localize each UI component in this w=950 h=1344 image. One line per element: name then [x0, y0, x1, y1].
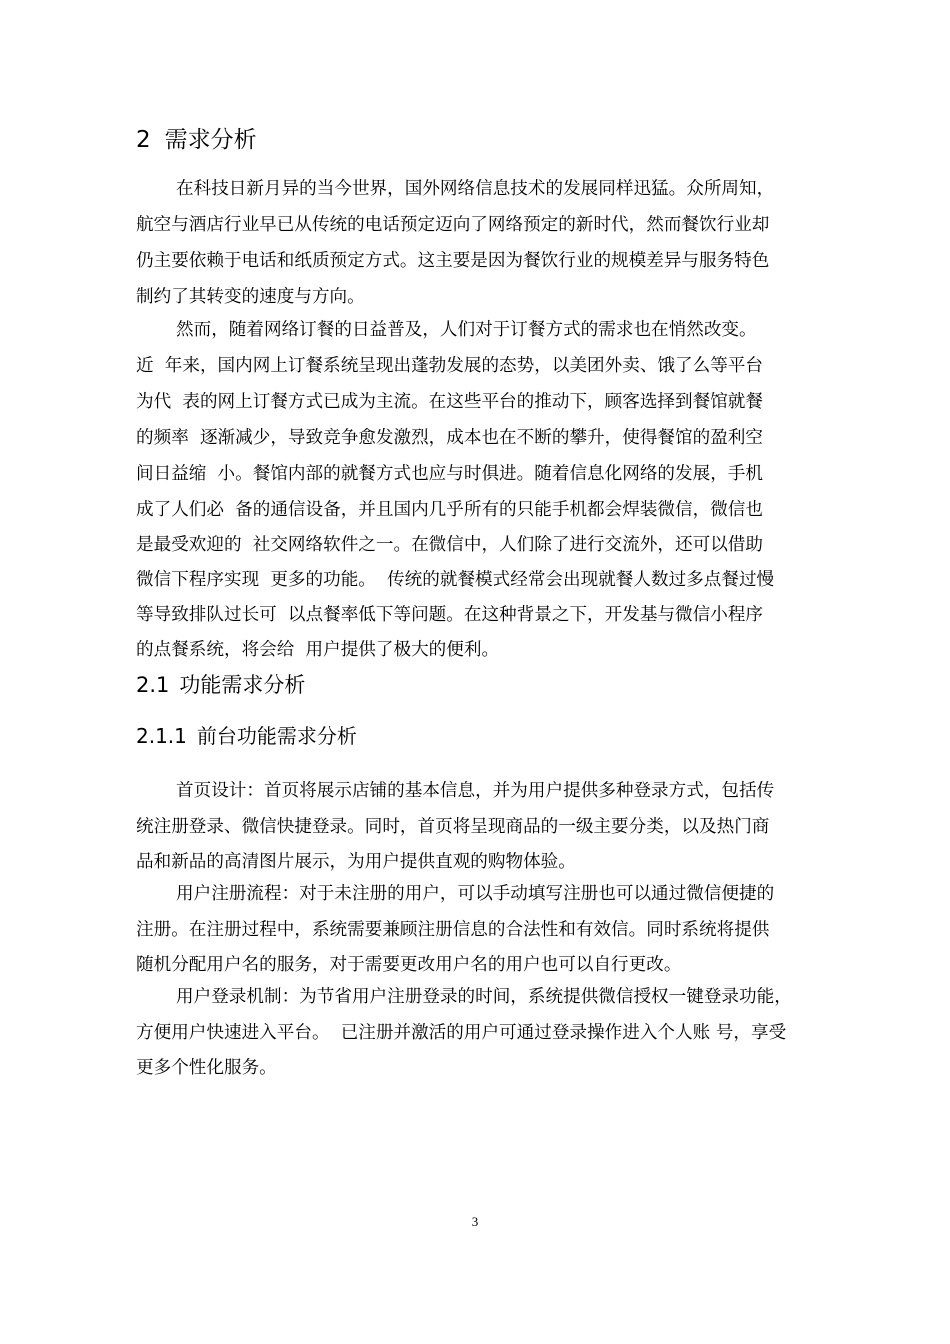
text-line: 用户注册流程：对于未注册的用户，可以手动填写注册也可以通过微信便捷的	[176, 884, 775, 904]
text-line: 品和新品的高清图片展示，为用户提供直观的购物体验。	[136, 852, 576, 872]
text-line: 成了人们必 备的通信设备，并且国内几乎所有的只能手机都会焊装微信，微信也	[136, 500, 763, 520]
text-line: 是最受欢迎的 社交网络软件之一。在微信中，人们除了进行交流外，还可以借助	[136, 535, 763, 555]
text-line: 仍主要依赖于电话和纸质预定方式。这主要是因为餐饮行业的规模差异与服务特色	[136, 251, 770, 271]
text-line: 在科技日新月异的当今世界，国外网络信息技术的发展同样迅猛。众所周知，	[176, 179, 775, 199]
text-line: 统注册登录、微信快捷登录。同时，首页将呈现商品的一级主要分类，以及热门商	[136, 817, 770, 837]
chapter-number: 2	[136, 127, 151, 153]
text-line: 然而，随着网络订餐的日益普及，人们对于订餐方式的需求也在悄然改变。	[176, 320, 757, 340]
text-line: 等导致排队过长可 以点餐率低下等问题。在这种背景之下，开发基与微信小程序	[136, 605, 763, 625]
text-line: 注册。在注册过程中，系统需要兼顾注册信息的合法性和有效信。同时系统将提供	[136, 920, 770, 940]
text-line: 航空与酒店行业早已从传统的电话预定迈向了网络预定的新时代，然而餐饮行业却	[136, 215, 770, 235]
section-title: 功能需求分析	[179, 673, 306, 697]
subsection-heading	[136, 720, 357, 752]
chapter-heading	[136, 122, 257, 158]
section-heading	[136, 668, 305, 702]
text-line: 间日益缩 小。餐馆内部的就餐方式也应与时俱进。随着信息化网络的发展，手机	[136, 464, 763, 484]
text-line: 的频率 逐渐减少，导致竞争愈发激烈，成本也在不断的攀升，使得餐馆的盈利空	[136, 428, 763, 448]
page-number: 3	[471, 1214, 479, 1229]
text-line: 首页设计：首页将展示店铺的基本信息，并为用户提供多种登录方式，包括传	[176, 781, 775, 801]
text-line: 随机分配用户名的服务，对于需要更改用户名的用户也可以自行更改。	[136, 955, 682, 975]
text-line: 用户登录机制：为节省用户注册登录的时间，系统提供微信授权一键登录功能，	[176, 987, 792, 1007]
section-number: 2.1	[136, 673, 170, 697]
text-line: 制约了其转变的速度与方向。	[136, 287, 365, 307]
text-line: 方便用户快速进入平台。 已注册并激活的用户可通过登录操作进入个人账 号，享受	[136, 1023, 787, 1043]
text-line: 更多个性化服务。	[136, 1058, 277, 1078]
text-line: 为代 表的网上订餐方式已成为主流。在这些平台的推动下，顾客选择到餐馆就餐	[136, 392, 763, 412]
text-line: 近 年来，国内网上订餐系统呈现出蓬勃发展的态势，以美团外卖、饿了么等平台	[136, 356, 763, 376]
text-line: 微信下程序实现 更多的功能。 传统的就餐模式经常会出现就餐人数过多点餐过慢	[136, 570, 775, 590]
text-line: 的点餐系统，将会给 用户提供了极大的便利。	[136, 640, 500, 660]
subsection-number: 2.1.1	[136, 724, 187, 748]
subsection-title: 前台功能需求分析	[196, 724, 357, 748]
chapter-title: 需求分析	[164, 127, 257, 153]
